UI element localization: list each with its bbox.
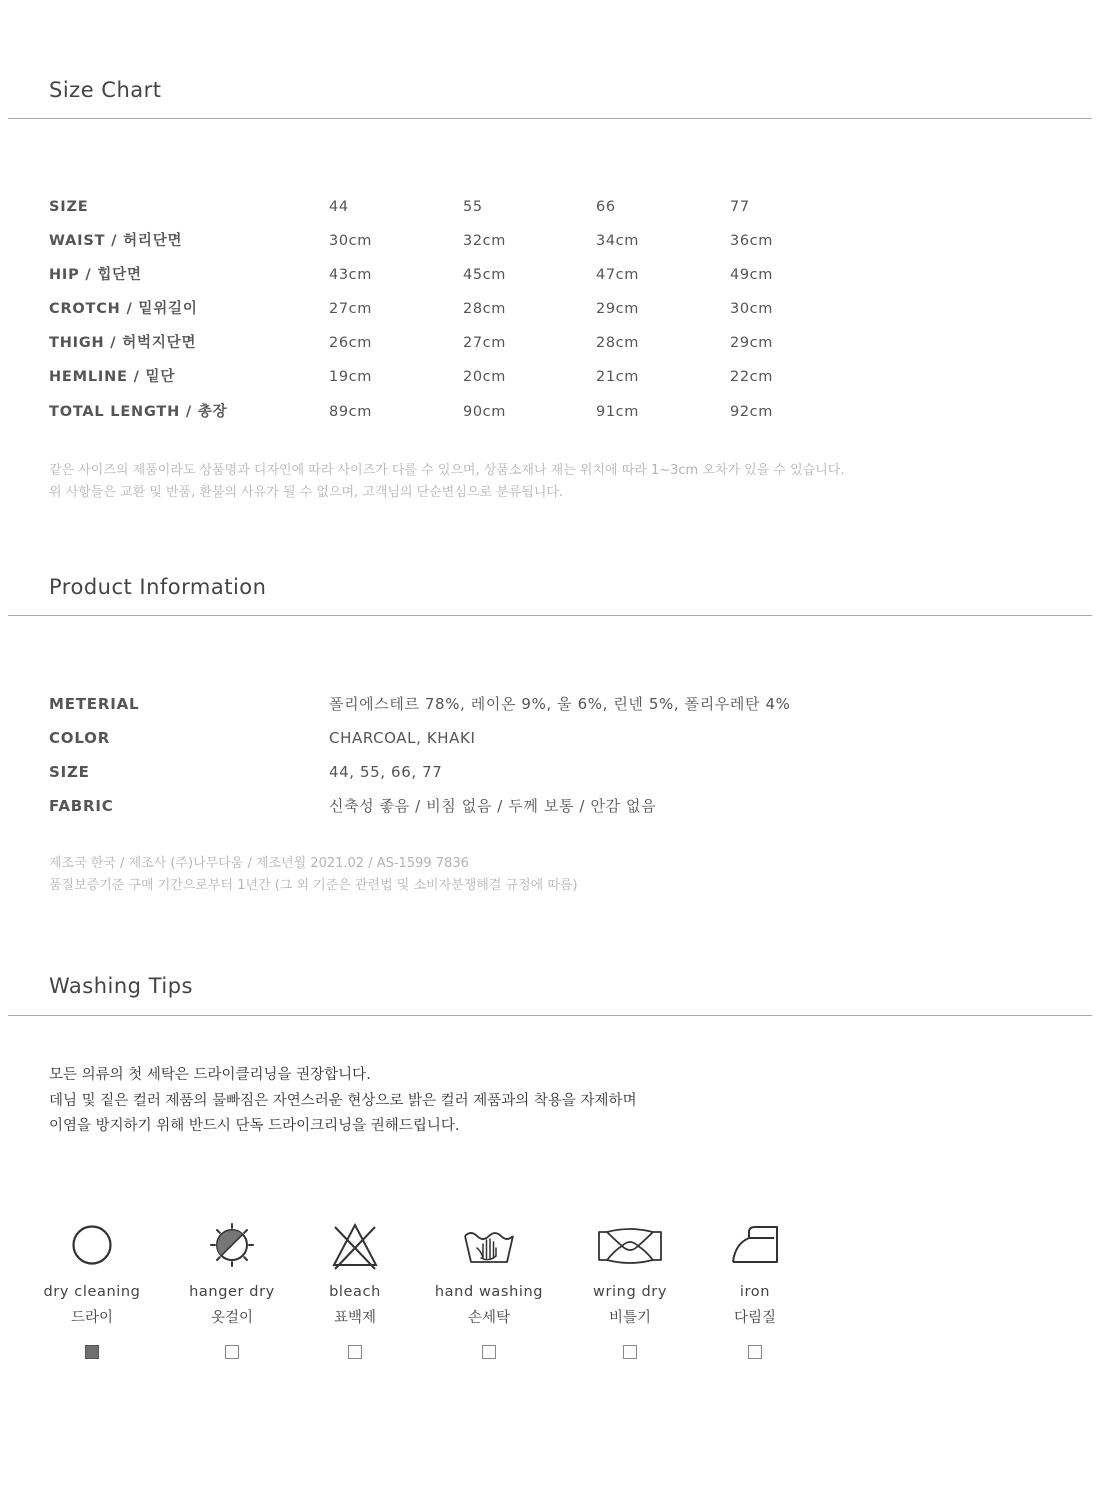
care-label-ko: 드라이 — [70, 1310, 114, 1326]
care-iron — [685, 1218, 825, 1359]
info-label: FABRIC — [49, 797, 114, 815]
size-cell: 20cm — [463, 369, 506, 385]
care-hanger-dry — [162, 1218, 302, 1359]
info-value: 44, 55, 66, 77 — [329, 763, 443, 781]
info-value: CHARCOAL, KHAKI — [329, 729, 476, 747]
info-label: SIZE — [49, 763, 90, 781]
product-info-note: 제조국 한국 / 제조사 (주)나무다움 / 제조년월 2021.02 / AS-1599 7836 — [49, 856, 469, 871]
washing-tips-title: Washing Tips — [49, 974, 193, 998]
size-cell: 45cm — [463, 267, 506, 283]
washing-instruction: 이염을 방지하기 위해 반드시 단독 드라이크리닝을 권해드립니다. — [49, 1118, 460, 1134]
product-info-divider — [8, 615, 1092, 616]
care-label-en: dry cleaning — [43, 1284, 141, 1300]
size-cell: 47cm — [596, 267, 639, 283]
care-label-ko: 표백제 — [333, 1310, 377, 1326]
info-label: METERIAL — [49, 695, 140, 713]
size-row-waist — [0, 224, 1100, 258]
size-header-row — [0, 190, 1100, 224]
size-chart-divider — [8, 118, 1092, 119]
care-label-en: hanger dry — [189, 1284, 275, 1300]
size-cell: 21cm — [596, 369, 639, 385]
iron-icon — [727, 1218, 783, 1274]
size-cell: 27cm — [329, 301, 372, 317]
size-cell: 49cm — [730, 267, 773, 283]
size-row-thigh — [0, 326, 1100, 360]
washing-tips-divider — [8, 1015, 1092, 1016]
info-row-fabric — [0, 789, 1100, 823]
size-cell: 19cm — [329, 369, 372, 385]
size-chart-note: 같은 사이즈의 제품이라도 상품명과 디자인에 따라 사이즈가 다를 수 있으며, 상품소재나 재는 위치에 따라 1~3cm 오차가 있을 수 있습니다. — [49, 463, 845, 478]
size-row-crotch — [0, 292, 1100, 326]
info-row-size — [0, 755, 1100, 789]
care-checkbox[interactable] — [482, 1345, 496, 1359]
size-row-hip — [0, 258, 1100, 292]
care-label-en: wring dry — [593, 1284, 667, 1300]
size-cell: 27cm — [463, 335, 506, 351]
size-cell: 91cm — [596, 404, 639, 420]
size-cell: 30cm — [329, 233, 372, 249]
size-row-hemline — [0, 360, 1100, 394]
care-label-ko: 다림질 — [733, 1310, 777, 1326]
size-cell: 43cm — [329, 267, 372, 283]
size-header-cell: 66 — [596, 199, 616, 215]
care-checkbox[interactable] — [225, 1345, 239, 1359]
care-checkbox[interactable] — [748, 1345, 762, 1359]
dry-cleaning-circle-icon — [64, 1218, 120, 1274]
info-value: 신축성 좋음 / 비침 없음 / 두께 보통 / 안감 없음 — [329, 797, 657, 815]
size-cell: 26cm — [329, 335, 372, 351]
size-cell: 34cm — [596, 233, 639, 249]
care-bleach — [285, 1218, 425, 1359]
care-label-en: iron — [739, 1284, 771, 1300]
size-header-label: SIZE — [49, 199, 89, 215]
size-cell: 28cm — [463, 301, 506, 317]
size-cell: 89cm — [329, 404, 372, 420]
size-row-label: THIGH / 허벅지단면 — [49, 335, 197, 351]
size-cell: 22cm — [730, 369, 773, 385]
size-cell: 29cm — [730, 335, 773, 351]
size-cell: 92cm — [730, 404, 773, 420]
size-row-label: HIP / 힙단면 — [49, 267, 142, 283]
no-bleach-triangle-icon — [327, 1218, 383, 1274]
size-row-label: CROTCH / 밑위길이 — [49, 301, 198, 317]
product-info-note: 품질보증기준 구매 기간으로부터 1년간 (그 외 기준은 관련법 및 소비자분쟁해결 규정에 따름) — [49, 878, 578, 893]
care-hand-washing — [419, 1218, 559, 1359]
size-header-cell: 55 — [463, 199, 483, 215]
size-cell: 30cm — [730, 301, 773, 317]
wring-dry-twist-icon — [595, 1218, 665, 1274]
washing-instruction: 모든 의류의 첫 세탁은 드라이클리닝을 권장합니다. — [49, 1067, 371, 1083]
size-cell: 90cm — [463, 404, 506, 420]
size-header-cell: 77 — [730, 199, 750, 215]
info-row-color — [0, 721, 1100, 755]
care-label-en: bleach — [329, 1284, 381, 1300]
care-checkbox[interactable] — [623, 1345, 637, 1359]
care-checkbox[interactable] — [348, 1345, 362, 1359]
size-header-cell: 44 — [329, 199, 349, 215]
care-wring-dry — [560, 1218, 700, 1359]
info-label: COLOR — [49, 729, 111, 747]
washing-instruction: 데님 및 짙은 컬러 제품의 물빠짐은 자연스러운 현상으로 밝은 컬러 제품과의 착용을 자제하며 — [49, 1093, 637, 1109]
info-row-material — [0, 687, 1100, 721]
size-chart-title: Size Chart — [49, 78, 162, 102]
size-cell: 36cm — [730, 233, 773, 249]
size-row-label: WAIST / 허리단면 — [49, 233, 183, 249]
care-dry-cleaning — [22, 1218, 162, 1359]
size-row-label: HEMLINE / 밑단 — [49, 369, 176, 385]
care-checkbox[interactable] — [85, 1345, 99, 1359]
size-cell: 29cm — [596, 301, 639, 317]
care-label-ko: 비틀기 — [608, 1310, 652, 1326]
size-row-total-length — [0, 395, 1100, 429]
product-info-title: Product Information — [49, 575, 267, 599]
care-label-ko: 옷걸이 — [210, 1310, 254, 1326]
size-cell: 32cm — [463, 233, 506, 249]
care-label-ko: 손세탁 — [467, 1310, 511, 1326]
size-chart-note: 위 사항들은 교환 및 반품, 환불의 사유가 될 수 없으며, 고객님의 단순변심으로 분류됩니다. — [49, 485, 564, 500]
care-label-en: hand washing — [434, 1284, 544, 1300]
size-row-label: TOTAL LENGTH / 총장 — [49, 404, 228, 420]
info-value: 폴리에스테르 78%, 레이온 9%, 울 6%, 린넨 5%, 폴리우레탄 4% — [329, 695, 791, 713]
hanger-dry-sun-icon — [204, 1218, 260, 1274]
hand-wash-tub-icon — [461, 1218, 517, 1274]
size-cell: 28cm — [596, 335, 639, 351]
